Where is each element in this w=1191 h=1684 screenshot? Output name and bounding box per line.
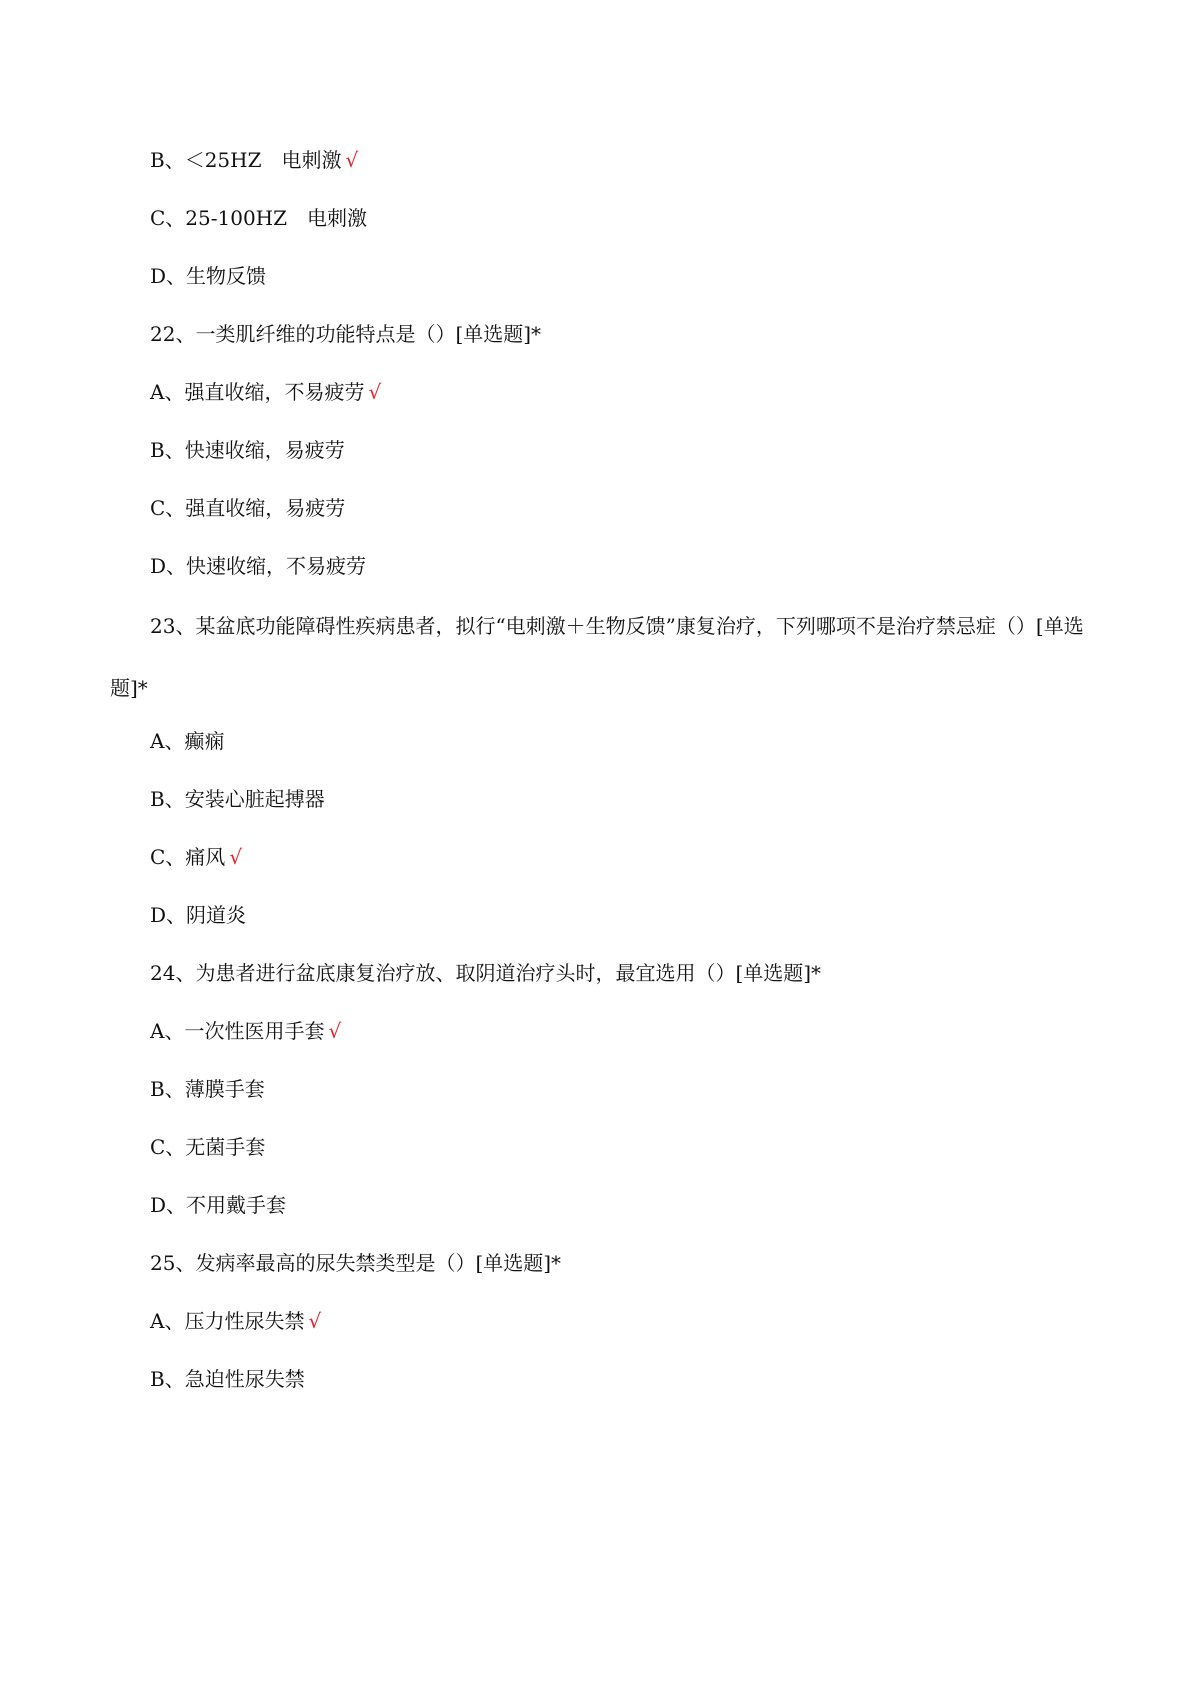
q24-option-b: B、薄膜手套 (150, 1077, 265, 1101)
q22-option-b: B、快速收缩，易疲劳 (150, 438, 345, 462)
q25-stem: 25、发病率最高的尿失禁类型是（）[单选题]* (150, 1251, 562, 1275)
q22-option-a: A、强直收缩，不易疲劳 √ (150, 380, 382, 404)
q21-option-c: C、25-100HZ 电刺激 (150, 206, 368, 230)
correct-check-icon: √ (328, 1019, 342, 1043)
q25-option-a: A、压力性尿失禁 √ (150, 1309, 322, 1333)
q24-option-a: A、一次性医用手套 √ (150, 1019, 342, 1043)
q24-option-d: D、不用戴手套 (150, 1193, 287, 1217)
correct-check-icon: √ (345, 148, 359, 172)
q25-option-b: B、急迫性尿失禁 (150, 1367, 305, 1391)
correct-check-icon: √ (229, 845, 243, 869)
q23-stem: 23、某盆底功能障碍性疾病患者，拟行“电刺激＋生物反馈”康复治疗，下列哪项不是治疗禁忌症（）[单选题]* (110, 614, 1084, 700)
q21-option-d: D、生物反馈 (150, 264, 267, 288)
q23-option-c: C、痛风 √ (150, 845, 243, 869)
correct-check-icon: √ (368, 380, 382, 404)
q23-option-d: D、阴道炎 (150, 903, 247, 927)
q24-stem: 24、为患者进行盆底康复治疗放、取阴道治疗头时，最宜选用（）[单选题]* (150, 961, 822, 985)
q23-option-a: A、癫痫 (150, 729, 225, 753)
q23-option-b: B、安装心脏起搏器 (150, 787, 325, 811)
q22-option-c: C、强直收缩，易疲劳 (150, 496, 346, 520)
q21-option-b: B、＜25HZ 电刺激 √ (150, 148, 359, 172)
q24-option-c: C、无菌手套 (150, 1135, 266, 1159)
q22-option-d: D、快速收缩，不易疲劳 (150, 554, 367, 578)
q22-stem: 22、一类肌纤维的功能特点是（）[单选题]* (150, 322, 542, 346)
correct-check-icon: √ (308, 1309, 322, 1333)
